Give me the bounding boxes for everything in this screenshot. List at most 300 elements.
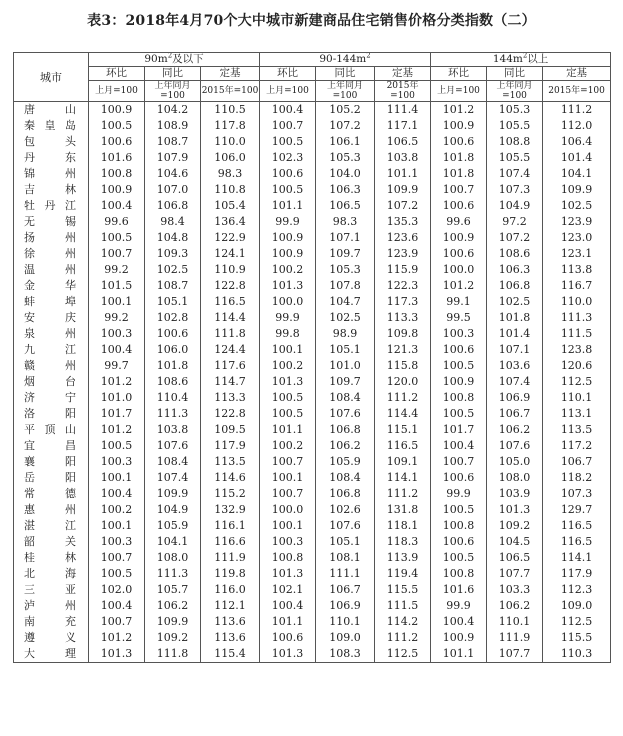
value-cell: 100.8	[431, 518, 487, 534]
value-cell: 101.1	[431, 646, 487, 663]
base-header: 上年同月=100	[316, 81, 375, 102]
value-cell: 101.4	[543, 150, 611, 166]
table-row	[14, 598, 611, 614]
value-cell: 117.6	[201, 358, 260, 374]
table-row	[14, 550, 611, 566]
value-cell: 114.4	[375, 406, 431, 422]
value-cell: 105.5	[487, 118, 543, 134]
value-cell: 100.4	[260, 598, 316, 614]
value-cell: 135.3	[375, 214, 431, 230]
value-cell: 100.1	[260, 470, 316, 486]
table-row	[14, 422, 611, 438]
value-cell: 110.1	[487, 614, 543, 630]
value-cell: 100.7	[260, 486, 316, 502]
city-cell: 九江	[14, 342, 89, 358]
value-cell: 114.7	[201, 374, 260, 390]
value-cell: 100.5	[431, 502, 487, 518]
value-cell: 129.7	[543, 502, 611, 518]
value-cell: 111.1	[316, 566, 375, 582]
value-cell: 108.0	[487, 470, 543, 486]
value-cell: 107.4	[145, 470, 201, 486]
table-row	[14, 566, 611, 582]
value-cell: 101.2	[89, 630, 145, 646]
value-cell: 100.4	[260, 102, 316, 119]
value-cell: 104.6	[145, 166, 201, 182]
value-cell: 109.9	[375, 182, 431, 198]
group-header: $90-144m^2$	[260, 53, 431, 67]
value-cell: 117.9	[201, 438, 260, 454]
value-cell: 123.0	[543, 230, 611, 246]
value-cell: 106.5	[375, 134, 431, 150]
value-cell: 98.4	[145, 214, 201, 230]
value-cell: 100.6	[260, 630, 316, 646]
value-cell: 100.4	[89, 342, 145, 358]
value-cell: 119.4	[375, 566, 431, 582]
value-cell: 100.4	[431, 614, 487, 630]
value-cell: 112.0	[543, 118, 611, 134]
value-cell: 113.6	[201, 630, 260, 646]
value-cell: 113.9	[375, 550, 431, 566]
city-cell: 襄阳	[14, 454, 89, 470]
value-cell: 107.6	[316, 406, 375, 422]
value-cell: 100.3	[89, 326, 145, 342]
value-cell: 113.3	[201, 390, 260, 406]
value-cell: 101.3	[260, 566, 316, 582]
value-cell: 100.4	[89, 598, 145, 614]
table-row	[14, 486, 611, 502]
value-cell: 109.3	[145, 246, 201, 262]
value-cell: 109.9	[543, 182, 611, 198]
value-cell: 106.3	[487, 262, 543, 278]
table-row	[14, 438, 611, 454]
table-row	[14, 454, 611, 470]
value-cell: 100.5	[89, 566, 145, 582]
value-cell: 99.8	[260, 326, 316, 342]
table-row	[14, 278, 611, 294]
value-cell: 105.0	[487, 454, 543, 470]
value-cell: 117.2	[543, 438, 611, 454]
value-cell: 107.8	[316, 278, 375, 294]
base-header: 上月=100	[89, 81, 145, 102]
value-cell: 114.2	[375, 614, 431, 630]
value-cell: 104.5	[487, 534, 543, 550]
value-cell: 101.8	[431, 150, 487, 166]
city-cell: 烟台	[14, 374, 89, 390]
base-header: 上年同月=100	[487, 81, 543, 102]
value-cell: 103.8	[375, 150, 431, 166]
city-cell: 常德	[14, 486, 89, 502]
value-cell: 111.3	[145, 566, 201, 582]
value-cell: 111.4	[375, 102, 431, 119]
value-cell: 109.2	[487, 518, 543, 534]
value-cell: 108.4	[316, 390, 375, 406]
value-cell: 122.8	[201, 406, 260, 422]
value-cell: 99.9	[260, 214, 316, 230]
city-cell: 包头	[14, 134, 89, 150]
value-cell: 123.9	[543, 214, 611, 230]
value-cell: 107.6	[145, 438, 201, 454]
city-cell: 徐州	[14, 246, 89, 262]
city-cell: 桂林	[14, 550, 89, 566]
value-cell: 100.8	[89, 166, 145, 182]
value-cell: 107.9	[145, 150, 201, 166]
value-cell: 110.0	[543, 294, 611, 310]
value-cell: 106.2	[487, 598, 543, 614]
value-cell: 113.6	[201, 614, 260, 630]
value-cell: 108.4	[316, 470, 375, 486]
value-cell: 102.5	[316, 310, 375, 326]
value-cell: 117.9	[543, 566, 611, 582]
value-cell: 122.8	[201, 278, 260, 294]
value-cell: 105.4	[201, 198, 260, 214]
value-cell: 101.1	[260, 198, 316, 214]
value-cell: 110.1	[316, 614, 375, 630]
value-cell: 114.4	[201, 310, 260, 326]
col-header-mom: 环比	[431, 67, 487, 81]
value-cell: 100.0	[260, 294, 316, 310]
value-cell: 113.3	[375, 310, 431, 326]
base-header: 上月=100	[260, 81, 316, 102]
value-cell: 101.1	[260, 422, 316, 438]
value-cell: 115.1	[375, 422, 431, 438]
value-cell: 100.8	[431, 566, 487, 582]
value-cell: 110.3	[543, 646, 611, 663]
base-header: 上年同月=100	[145, 81, 201, 102]
table-row	[14, 134, 611, 150]
value-cell: 101.3	[260, 278, 316, 294]
city-cell: 秦皇岛	[14, 118, 89, 134]
table-row	[14, 358, 611, 374]
value-cell: 102.0	[89, 582, 145, 598]
value-cell: 102.1	[260, 582, 316, 598]
city-cell: 金华	[14, 278, 89, 294]
col-header-mom: 环比	[260, 67, 316, 81]
value-cell: 123.1	[543, 246, 611, 262]
value-cell: 108.7	[145, 278, 201, 294]
value-cell: 107.3	[487, 182, 543, 198]
value-cell: 100.9	[431, 630, 487, 646]
value-cell: 101.6	[431, 582, 487, 598]
value-cell: 100.4	[89, 486, 145, 502]
value-cell: 99.2	[89, 262, 145, 278]
value-cell: 116.6	[201, 534, 260, 550]
value-cell: 121.3	[375, 342, 431, 358]
table-row	[14, 182, 611, 198]
value-cell: 112.3	[543, 582, 611, 598]
value-cell: 110.0	[201, 134, 260, 150]
value-cell: 107.6	[316, 518, 375, 534]
value-cell: 100.5	[260, 134, 316, 150]
table-row	[14, 406, 611, 422]
value-cell: 100.7	[89, 550, 145, 566]
value-cell: 100.3	[260, 534, 316, 550]
value-cell: 100.6	[431, 246, 487, 262]
value-cell: 105.7	[145, 582, 201, 598]
value-cell: 100.5	[431, 550, 487, 566]
value-cell: 111.5	[375, 598, 431, 614]
value-cell: 99.5	[431, 310, 487, 326]
value-cell: 124.4	[201, 342, 260, 358]
base-header: 2015年=100	[543, 81, 611, 102]
value-cell: 106.8	[316, 486, 375, 502]
value-cell: 111.8	[145, 646, 201, 663]
value-cell: 108.7	[145, 134, 201, 150]
table-body	[14, 102, 611, 663]
value-cell: 112.5	[375, 646, 431, 663]
value-cell: 115.4	[201, 646, 260, 663]
value-cell: 113.1	[543, 406, 611, 422]
value-cell: 111.9	[201, 550, 260, 566]
value-cell: 100.2	[260, 358, 316, 374]
base-header: 2015年=100	[375, 81, 431, 102]
value-cell: 111.3	[543, 310, 611, 326]
value-cell: 104.7	[316, 294, 375, 310]
value-cell: 101.2	[89, 374, 145, 390]
value-cell: 105.5	[487, 150, 543, 166]
value-cell: 105.9	[316, 454, 375, 470]
value-cell: 114.6	[201, 470, 260, 486]
value-cell: 107.7	[487, 646, 543, 663]
value-cell: 98.3	[201, 166, 260, 182]
value-cell: 105.2	[316, 102, 375, 119]
value-cell: 100.5	[260, 182, 316, 198]
value-cell: 105.1	[316, 342, 375, 358]
value-cell: 109.8	[375, 326, 431, 342]
value-cell: 100.6	[431, 342, 487, 358]
city-cell: 丹东	[14, 150, 89, 166]
value-cell: 109.0	[543, 598, 611, 614]
col-header-fixed: 定基	[543, 67, 611, 81]
value-cell: 101.3	[260, 646, 316, 663]
value-cell: 110.4	[145, 390, 201, 406]
city-cell: 平顶山	[14, 422, 89, 438]
value-cell: 100.7	[260, 454, 316, 470]
table-row	[14, 630, 611, 646]
city-cell: 湛江	[14, 518, 89, 534]
value-cell: 117.1	[375, 118, 431, 134]
value-cell: 106.2	[487, 422, 543, 438]
city-cell: 吉林	[14, 182, 89, 198]
city-cell: 泸州	[14, 598, 89, 614]
value-cell: 100.3	[89, 534, 145, 550]
value-cell: 100.9	[260, 246, 316, 262]
value-cell: 100.9	[431, 230, 487, 246]
value-cell: 115.8	[375, 358, 431, 374]
group-header: $90m^2$及以下	[89, 53, 260, 67]
value-cell: 108.8	[487, 134, 543, 150]
base-header: 2015年=100	[201, 81, 260, 102]
value-cell: 100.5	[431, 358, 487, 374]
value-cell: 100.0	[260, 502, 316, 518]
value-cell: 117.8	[201, 118, 260, 134]
value-cell: 104.9	[145, 502, 201, 518]
value-cell: 101.1	[260, 614, 316, 630]
value-cell: 101.7	[89, 406, 145, 422]
value-cell: 124.1	[201, 246, 260, 262]
city-cell: 韶关	[14, 534, 89, 550]
value-cell: 108.0	[145, 550, 201, 566]
value-cell: 112.1	[201, 598, 260, 614]
value-cell: 100.7	[89, 614, 145, 630]
col-header-fixed: 定基	[201, 67, 260, 81]
value-cell: 103.9	[487, 486, 543, 502]
city-column-header: 城市	[14, 53, 89, 102]
value-cell: 100.9	[260, 230, 316, 246]
table-row	[14, 246, 611, 262]
value-cell: 109.9	[145, 614, 201, 630]
value-cell: 110.8	[201, 182, 260, 198]
table-row	[14, 646, 611, 663]
value-cell: 115.2	[201, 486, 260, 502]
value-cell: 100.6	[145, 326, 201, 342]
value-cell: 108.6	[145, 374, 201, 390]
city-cell: 锦州	[14, 166, 89, 182]
value-cell: 105.1	[145, 294, 201, 310]
value-cell: 107.2	[487, 230, 543, 246]
value-cell: 100.6	[431, 198, 487, 214]
value-cell: 110.9	[201, 262, 260, 278]
value-cell: 106.9	[487, 390, 543, 406]
value-cell: 102.5	[487, 294, 543, 310]
value-cell: 101.3	[260, 374, 316, 390]
value-cell: 103.8	[145, 422, 201, 438]
value-cell: 116.5	[375, 438, 431, 454]
value-cell: 101.8	[145, 358, 201, 374]
value-cell: 106.7	[543, 454, 611, 470]
value-cell: 99.9	[431, 598, 487, 614]
value-cell: 100.5	[89, 118, 145, 134]
value-cell: 100.9	[89, 102, 145, 119]
city-cell: 安庆	[14, 310, 89, 326]
value-cell: 107.4	[487, 166, 543, 182]
value-cell: 106.5	[316, 198, 375, 214]
table-row	[14, 390, 611, 406]
value-cell: 105.3	[487, 102, 543, 119]
value-cell: 106.0	[201, 150, 260, 166]
city-cell: 赣州	[14, 358, 89, 374]
value-cell: 109.9	[145, 486, 201, 502]
value-cell: 116.5	[201, 294, 260, 310]
value-cell: 99.7	[89, 358, 145, 374]
col-header-mom: 环比	[89, 67, 145, 81]
value-cell: 103.3	[487, 582, 543, 598]
table-row	[14, 326, 611, 342]
value-cell: 118.1	[375, 518, 431, 534]
value-cell: 122.9	[201, 230, 260, 246]
value-cell: 100.3	[431, 326, 487, 342]
value-cell: 107.3	[543, 486, 611, 502]
value-cell: 106.9	[316, 598, 375, 614]
value-cell: 109.5	[201, 422, 260, 438]
value-cell: 102.8	[145, 310, 201, 326]
value-cell: 99.9	[260, 310, 316, 326]
value-cell: 136.4	[201, 214, 260, 230]
value-cell: 106.5	[487, 550, 543, 566]
value-cell: 119.8	[201, 566, 260, 582]
table-row	[14, 150, 611, 166]
group-header: $144m^2$以上	[431, 53, 611, 67]
table-row	[14, 342, 611, 358]
value-cell: 100.1	[89, 294, 145, 310]
value-cell: 116.5	[543, 518, 611, 534]
value-cell: 123.9	[375, 246, 431, 262]
table-row	[14, 166, 611, 182]
value-cell: 109.2	[145, 630, 201, 646]
city-cell: 唐山	[14, 102, 89, 119]
value-cell: 132.9	[201, 502, 260, 518]
value-cell: 108.9	[145, 118, 201, 134]
value-cell: 113.8	[543, 262, 611, 278]
value-cell: 106.0	[145, 342, 201, 358]
value-cell: 100.7	[89, 246, 145, 262]
value-cell: 114.1	[375, 470, 431, 486]
city-cell: 宜昌	[14, 438, 89, 454]
value-cell: 104.2	[145, 102, 201, 119]
value-cell: 111.2	[375, 630, 431, 646]
value-cell: 116.5	[543, 534, 611, 550]
value-cell: 111.9	[487, 630, 543, 646]
table-row	[14, 534, 611, 550]
table-row	[14, 230, 611, 246]
value-cell: 106.7	[487, 406, 543, 422]
value-cell: 105.9	[145, 518, 201, 534]
value-cell: 100.1	[89, 470, 145, 486]
value-cell: 107.6	[487, 438, 543, 454]
value-cell: 107.1	[316, 230, 375, 246]
value-cell: 100.6	[431, 134, 487, 150]
value-cell: 115.5	[543, 630, 611, 646]
table-row	[14, 294, 611, 310]
value-cell: 111.3	[145, 406, 201, 422]
value-cell: 100.2	[260, 438, 316, 454]
value-cell: 106.8	[316, 422, 375, 438]
value-cell: 108.1	[316, 550, 375, 566]
city-cell: 济宁	[14, 390, 89, 406]
value-cell: 115.5	[375, 582, 431, 598]
value-cell: 122.3	[375, 278, 431, 294]
value-cell: 101.7	[431, 422, 487, 438]
city-cell: 温州	[14, 262, 89, 278]
value-cell: 99.6	[431, 214, 487, 230]
value-cell: 112.5	[543, 374, 611, 390]
city-cell: 惠州	[14, 502, 89, 518]
value-cell: 100.7	[260, 118, 316, 134]
value-cell: 100.1	[89, 518, 145, 534]
city-cell: 北海	[14, 566, 89, 582]
price-index-table	[13, 52, 611, 663]
value-cell: 101.4	[487, 326, 543, 342]
city-cell: 蚌埠	[14, 294, 89, 310]
value-cell: 100.6	[260, 166, 316, 182]
value-cell: 106.7	[316, 582, 375, 598]
value-cell: 120.0	[375, 374, 431, 390]
value-cell: 106.1	[316, 134, 375, 150]
value-cell: 100.9	[431, 118, 487, 134]
value-cell: 98.9	[316, 326, 375, 342]
value-cell: 113.5	[201, 454, 260, 470]
value-cell: 100.6	[431, 534, 487, 550]
value-cell: 116.1	[201, 518, 260, 534]
value-cell: 120.6	[543, 358, 611, 374]
table-row	[14, 518, 611, 534]
table-row	[14, 214, 611, 230]
value-cell: 101.2	[431, 278, 487, 294]
value-cell: 102.5	[543, 198, 611, 214]
value-cell: 107.7	[487, 566, 543, 582]
value-cell: 100.0	[431, 262, 487, 278]
table-row	[14, 118, 611, 134]
value-cell: 101.2	[431, 102, 487, 119]
